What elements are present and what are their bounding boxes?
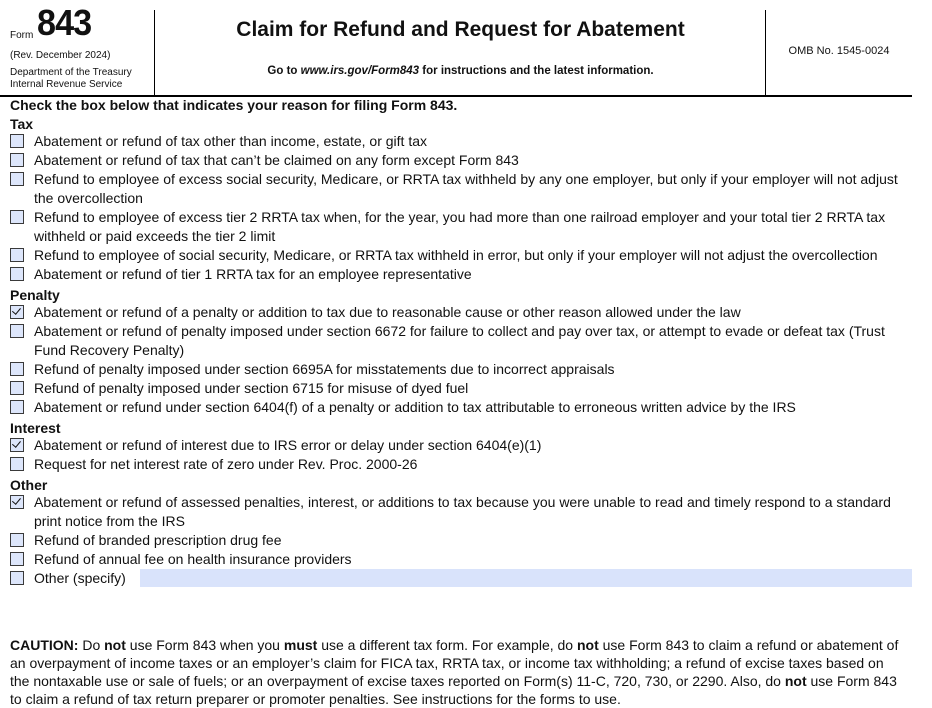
section-heading-penalty: Penalty — [10, 287, 60, 303]
reason-checkbox[interactable] — [10, 267, 24, 281]
department-name: Department of the Treasury — [10, 67, 132, 78]
reason-label: Refund to employee of social security, Medicare, or RRTA tax withheld in error, but only if your employer will not adjust the overcollection — [34, 247, 878, 263]
reason-row — [10, 360, 912, 379]
reason-label: Refund of penalty imposed under section 6715 for misuse of dyed fuel — [34, 380, 469, 396]
reason-row — [10, 132, 912, 151]
reason-row — [10, 246, 912, 265]
reason-row — [10, 455, 912, 474]
reason-checkbox[interactable] — [10, 457, 24, 471]
reason-row — [10, 303, 912, 322]
section-heading-tax: Tax — [10, 116, 34, 132]
reason-checkbox[interactable] — [10, 495, 24, 509]
reason-label: Abatement or refund of tier 1 RRTA tax for an employee representative — [34, 266, 472, 282]
reason-checkbox[interactable] — [10, 248, 24, 262]
irs-link[interactable]: www.irs.gov/Form843 — [300, 65, 420, 77]
service-name: Internal Revenue Service — [10, 79, 123, 90]
caution-label: CAUTION: — [10, 637, 79, 653]
omb-number: OMB No. 1545-0024 — [788, 45, 890, 57]
caution-text: Do — [78, 637, 105, 653]
title-block — [156, 10, 766, 95]
reason-label: Abatement or refund of tax that can’t be claimed on any form except Form 843 — [34, 152, 519, 168]
reason-checkbox[interactable] — [10, 400, 24, 414]
reason-label: Other (specify) — [34, 570, 126, 586]
reason-checkbox[interactable] — [10, 305, 24, 319]
reason-row — [10, 170, 912, 208]
department-block — [10, 67, 132, 91]
form-id-block — [8, 2, 155, 95]
reason-row — [10, 208, 912, 246]
reason-row — [10, 398, 912, 417]
form-number: 843 — [37, 2, 92, 43]
goto-prefix: Go to — [267, 65, 298, 77]
caution-note — [10, 636, 905, 708]
reason-checkbox[interactable] — [10, 324, 24, 338]
reason-row — [10, 531, 912, 550]
reason-label: Refund to employee of excess social security, Medicare, or RRTA tax withheld by any one employer, but only if your employer will not adjust the overcollection — [34, 171, 898, 206]
reason-checkbox[interactable] — [10, 362, 24, 376]
reason-row — [10, 550, 912, 569]
reason-label: Refund of branded prescription drug fee — [34, 532, 282, 548]
reason-checkbox[interactable] — [10, 153, 24, 167]
reason-row — [10, 322, 912, 360]
reason-checkbox[interactable] — [10, 210, 24, 224]
caution-emphasis: not — [576, 637, 599, 653]
revision-date: (Rev. December 2024) — [10, 50, 111, 61]
caution-emphasis: must — [283, 637, 318, 653]
reason-section — [10, 97, 912, 588]
reason-row — [10, 493, 912, 531]
caution-text: use Form 843 to claim a refund of tax return preparer or promoter penalties. See instructions for the forms to use. — [10, 673, 897, 707]
reason-groups — [10, 116, 912, 588]
reason-label: Refund of penalty imposed under section 6695A for misstatements due to incorrect appraisals — [34, 361, 615, 377]
caution-emphasis: not — [104, 637, 126, 653]
page-title: Claim for Refund and Request for Abatement — [236, 18, 685, 41]
reason-checkbox[interactable] — [10, 533, 24, 547]
goto-suffix: for instructions and the latest information. — [422, 65, 654, 77]
reason-checkbox[interactable] — [10, 438, 24, 452]
reason-checkbox[interactable] — [10, 172, 24, 186]
reason-checkbox[interactable] — [10, 134, 24, 148]
reason-row — [10, 265, 912, 284]
reason-label: Abatement or refund of a penalty or addition to tax due to reasonable cause or other reason allowed under the law — [34, 304, 741, 320]
form-header — [0, 0, 912, 97]
reason-checkbox[interactable] — [10, 381, 24, 395]
reason-label: Abatement or refund of interest due to IRS error or delay under section 6404(e)(1) — [34, 437, 542, 453]
reason-row — [10, 379, 912, 398]
section-heading-interest: Interest — [10, 420, 61, 436]
form-word: Form — [10, 30, 34, 41]
instruction-heading: Check the box below that indicates your reason for filing Form 843. — [10, 97, 458, 113]
reason-label: Abatement or refund of tax other than income, estate, or gift tax — [34, 133, 427, 149]
caution-text: use a different tax form. For example, do — [317, 637, 577, 653]
reason-row — [10, 569, 912, 588]
reason-label: Abatement or refund under section 6404(f) of a penalty or addition to tax attributable to erroneous written advice by the IRS — [34, 399, 796, 415]
caution-emphasis: not — [784, 673, 807, 689]
reason-label: Request for net interest rate of zero under Rev. Proc. 2000-26 — [34, 456, 418, 472]
reason-label: Refund of annual fee on health insurance providers — [34, 551, 352, 567]
reason-label: Abatement or refund of assessed penalties, interest, or additions to tax because you were unable to read and timely respond to a standard print notice from the IRS — [34, 494, 891, 529]
reason-label: Abatement or refund of penalty imposed under section 6672 for failure to collect and pay over tax, or attempt to evade or defeat tax (Trust Fund Recovery Penalty) — [34, 323, 885, 358]
instructions-line — [156, 65, 765, 77]
reason-checkbox[interactable] — [10, 571, 24, 585]
caution-text: use Form 843 to claim a refund or abatement of an overpayment of income taxes or an employer’s claim for FICA tax, RRTA tax, or income tax withholding; a refund of excise taxes based on the nontaxable use or sale of fuels; or an overpayment of excise taxes reported on Form(s) 11-C, 720, 730, or 2290. Also, do — [10, 637, 899, 689]
reason-row — [10, 151, 912, 170]
section-heading-other: Other — [10, 477, 48, 493]
reason-checkbox[interactable] — [10, 552, 24, 566]
caution-text: use Form 843 when you — [125, 637, 284, 653]
reason-label: Refund to employee of excess tier 2 RRTA tax when, for the year, you had more than one railroad employer and your total tier 2 RRTA tax withheld or paid exceeds the tier 2 limit — [34, 209, 886, 244]
reason-row — [10, 436, 912, 455]
other-specify-field[interactable] — [140, 569, 912, 587]
